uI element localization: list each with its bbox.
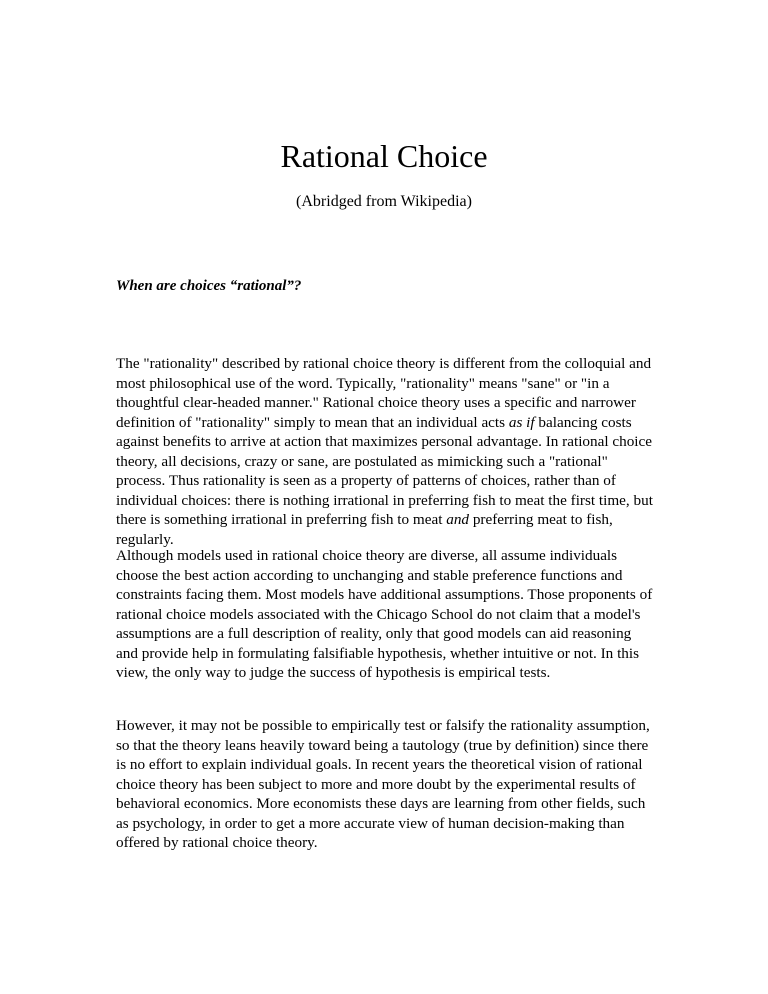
paragraph-3 [116,716,656,853]
paragraph-text: preferring meat to fish, regularly. [116,511,613,548]
page-subtitle: (Abridged from Wikipedia) [296,193,472,210]
paragraph-text: The "rationality" described by rational choice theory is different from the colloquial and most philosophical use of the word. Typically, "rationality" means "sane" or "in a thoughtful clear-headed manner." Rational choice theory uses a specific and narrower definition of "rationality" simply to mean that an individual acts [116,355,652,431]
paragraph-text: However, it may not be possible to empirically test or falsify the rationality assumption, so that the theory leans heavily toward being a tautology (true by definition) since there is no effort to explain individual goals. In recent years the theoretical vision of rational choice theory has been subject to more and more doubt by the experimental results of behavioral economics. More economists these days are learning from other fields, such as psychology, in order to get a more accurate view of human decision-making than offered by rational choice theory. [116,717,650,851]
page-title: Rational Choice [280,138,488,174]
paragraph-text: balancing costs against benefits to arrive at action that maximizes personal advantage. In rational choice theory, all decisions, crazy or sane, are postulated as mimicking such a "rational" process. Thus rationality is seen as a property of patterns of choices, rather than of individual choices: there is nothing irrational in preferring fish to meat the first time, but there is something irrational in preferring fish to meat [116,413,653,528]
paragraph-text: Although models used in rational choice theory are diverse, all assume individuals choose the best action according to unchanging and stable preference functions and constraints facing them. Most models have additional assumptions. Those proponents of rational choice models associated with the Chicago School do not claim that a model's assumptions are a full description of reality, only that good models can aid reasoning and provide help in formulating falsifiable hypothesis, whether intuitive or not. In this view, the only way to judge the success of hypothesis is empirical tests. [116,547,653,681]
paragraph-1 [116,354,656,549]
emphasized-text: as if [508,413,535,431]
emphasized-text: and [446,511,470,528]
section-heading: When are choices “rational”? [116,278,302,294]
paragraph-2 [116,546,656,683]
